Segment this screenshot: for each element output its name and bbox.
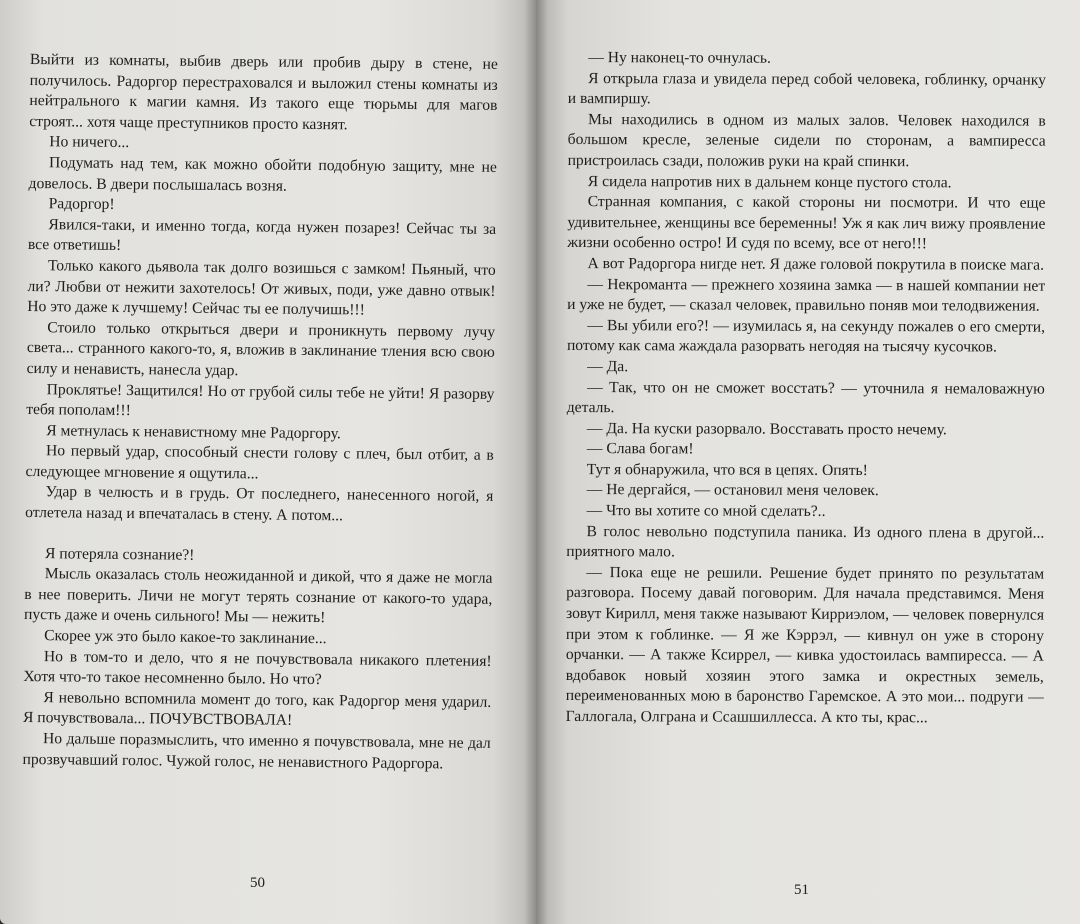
paragraph: Удар в челюсть и в грудь. От последнего, нанесенного ногой, я отлетела назад и впечаталась в стену. А потом... [25, 483, 494, 525]
paragraph: Мысль оказалась столь неожиданной и дикой, что я даже не могла в нее поверить. Личи не могут терять сознание от какого-то удара, пусть даже и очень сильного! Мы — нежить! [23, 565, 493, 627]
paragraph: — Да. На куски разорвало. Восставать просто нечему. [586, 419, 947, 439]
paragraph: Стоило только открыться двери и проникнуть первому лучу света... странного какого-то, я, вложив в заклинание тления всю свою силу и ненависть, нанесла удар. [26, 318, 496, 380]
paragraph: Я сидела напротив них в дальнем конце пустого стола. [587, 172, 952, 191]
paragraph: В голос невольно подступила паника. Из одного плена в другой... приятного мало. [566, 522, 1045, 561]
left-page-text [22, 50, 498, 775]
page-number-left: 50 [250, 875, 265, 891]
paragraph: Но в том-то и дело, что я не почувствовала никакого плетения! Хотя что-то такое несомненно было. Но что? [23, 647, 492, 689]
paragraph: Но ничего... [49, 133, 130, 152]
paragraph: Я невольно вспомнила момент до того, как Радоргор меня ударил. Я почувствовала... ПОЧУВСТВОВАЛА! [22, 688, 492, 730]
paragraph: Только какого дьявола так долго возишься с замком! Пьяный, что ли? Любви от нежити захотелось! От живых, поди, уже давно отвык! Но это даже к лучшему! Сейчас ты ее получишь!!! [27, 257, 496, 319]
paragraph: Но первый удар, способный снести голову с плеч, был отбит, а в следующее мгновение я ощутила... [25, 442, 494, 483]
paragraph: — Ну наконец-то очнулась. [588, 49, 771, 67]
page-number-right: 51 [794, 882, 809, 898]
paragraph: Подумать над тем, как можно обойти подобную защиту, мне не довелось. В двери послышалась возня. [28, 154, 497, 195]
paragraph: Я открыла глаза и увидела перед собой человека, гоблинку, орчанку и вампиршу. [567, 69, 1046, 108]
paragraph: — Слава богам! [586, 440, 694, 458]
left-page [0, 0, 536, 924]
paragraph: Тут я обнаружила, что вся в цепях. Опять! [586, 460, 868, 479]
paragraph: — Некроманта — прежнего хозяина замка — в нашей компании нет и уже не будет, — сказал человек, правильно поняв мои телодвижения. [567, 275, 1046, 315]
paragraph: — Так, что он не сможет восстать? — уточнила я немаловажную деталь. [566, 378, 1045, 417]
paragraph: — Пока еще не решили. Решение будет принято по результатам разговора. Посему давай поговорим. Для начала представимся. Меня зовут Кирилл, меня также называют Кирриэлом, — человек повернулся при этом к гоблинке. — Я же Кэррэл, — кивнул он уже в сторону орчанки. — А также Ксиррел, — кивка удостоилась вампиресса. — А вдобавок новый хозяин этого замка и окрестных земель, переименованных мою в баронство Гаремское. А это мои... подруги — Галлогала, Олграна и Ссашшиллесса. А кто ты, крас... [565, 563, 1045, 727]
right-page [536, 0, 1080, 924]
right-page-text [566, 48, 1046, 729]
paragraph: Проклятье! Защитился! Но от грубой силы тебе не уйти! Я разорву тебя пополам!!! [26, 380, 495, 420]
paragraph: — Вы убили его?! — изумилась я, на секунду пожалев о его смерти, потому как сама жаждала разорвать негодяя на тысячу кусочков. [566, 316, 1046, 356]
paragraph: Странная компания, с какой стороны ни посмотри. И что еще удивительнее, женщины все беременны! Уж я как лич вижу проявление жизни особенно остро! И судя по всему, все от него!!! [567, 193, 1046, 253]
paragraph: Мы находились в одном из малых залов. Человек находился в большом кресле, зеленые сидели по сторонам, а вампиресса пристроилась сзади, положив руки на край спинки. [567, 110, 1046, 171]
paragraph: Я потеряла сознание?! [44, 544, 195, 564]
paragraph: Я метнулась к ненавистному мне Радоргору. [46, 421, 341, 442]
paragraph: Скорее уж это было какое-то заклинание... [44, 627, 327, 648]
paragraph: — Да. [587, 357, 629, 376]
paragraph: Явился-таки, и именно тогда, когда нужен позарез! Сейчас ты за все ответишь! [27, 215, 497, 255]
paragraph: Но дальше поразмыслить, что именно я почувствовала, мне не дал прозвучавший голос. Чужой голос, не ненавистного Радоргора. [22, 730, 491, 772]
paragraph: А вот Радоргора нигде нет. Я даже головой покрутила в поиске мага. [587, 255, 1045, 274]
paragraph: — Что вы хотите со мной сделать?.. [586, 502, 826, 520]
paragraph: — Не дергайся, — остановил меня человек. [586, 481, 879, 500]
paragraph: Радоргор! [48, 195, 115, 214]
paragraph: Выйти из комнаты, выбив дверь или пробив дыру в стене, не получилось. Радоргор перестраховался и выложил стены комнаты из нейтрального к магии камня. Из такого еще тюрьмы для магов строят... хотя чаще преступников просто казнят. [29, 50, 498, 134]
